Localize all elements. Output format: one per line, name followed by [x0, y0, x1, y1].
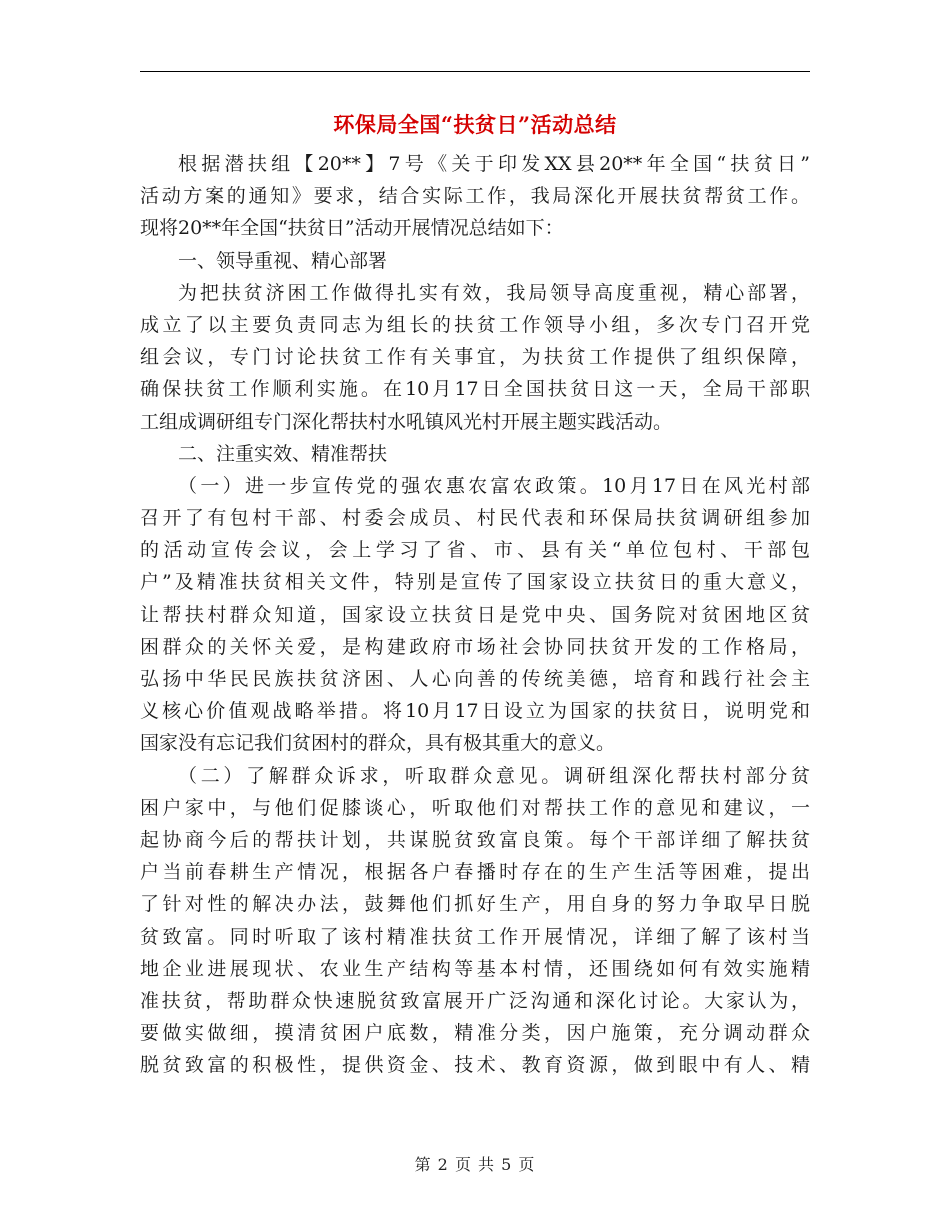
header-rule: [140, 71, 810, 72]
body-text-line: 确保扶贫工作顺利实施。在10月17日全国扶贫日这一天，全局干部职: [140, 378, 810, 401]
body-text-line: 的活动宣传会议，会上学习了省、市、县有关“单位包村、干部包: [140, 539, 810, 562]
body-text-line: 了针对性的解决办法，鼓舞他们抓好生产，用自身的努力争取早日脱: [140, 893, 810, 916]
body-text-line: 成立了以主要负责同志为组长的扶贫工作领导小组，多次专门召开党: [140, 313, 810, 336]
body-text-line: 国家没有忘记我们贫困村的群众，具有极其重大的意义。: [140, 732, 616, 755]
body-text-line: 让帮扶村群众知道，国家设立扶贫日是党中央、国务院对贫困地区贫: [140, 603, 810, 626]
body-text-line: 一、领导重视、精心部署: [178, 249, 388, 272]
body-text-line: 二、注重实效、精准帮扶: [178, 442, 388, 465]
body-text-line: 地企业进展现状、农业生产结构等基本村情，还围绕如何有效实施精: [140, 957, 810, 980]
body-text-line: 户当前春耕生产情况，根据各户春播时存在的生产生活等困难，提出: [140, 861, 810, 884]
body-text-line: 为把扶贫济困工作做得扎实有效，我局领导高度重视，精心部署，: [178, 281, 810, 304]
body-text-line: 起协商今后的帮扶计划，共谋脱贫致富良策。每个干部详细了解扶贫: [140, 828, 810, 851]
body-text-line: 活动方案的通知》要求，结合实际工作，我局深化开展扶贫帮贫工作。: [140, 185, 810, 208]
body-text-line: 贫致富。同时听取了该村精准扶贫工作开展情况，详细了解了该村当: [140, 925, 810, 948]
document-title: 环保局全国“扶贫日”活动总结: [333, 112, 617, 137]
page-number: 第 2 页 共 5 页: [414, 1155, 536, 1174]
body-text-line: 义核心价值观战略举措。将10月17日设立为国家的扶贫日，说明党和: [140, 700, 810, 723]
body-text-line: （二）了解群众诉求，听取群众意见。调研组深化帮扶村部分贫: [178, 764, 810, 787]
body-text-line: 根据潜扶组【20**】7号《关于印发XX县20**年全国“扶贫日”: [178, 153, 810, 175]
body-text-line: 户”及精准扶贫相关文件，特别是宣传了国家设立扶贫日的重大意义，: [140, 571, 810, 594]
body-text-line: 工组成调研组专门深化帮扶村水吼镇风光村开展主题实践活动。: [140, 410, 673, 433]
body-text-line: 困群众的关怀关爱，是构建政府市场社会协同扶贫开发的工作格局，: [140, 635, 810, 658]
body-text-line: 召开了有包村干部、村委会成员、村民代表和环保局扶贫调研组参加: [140, 507, 810, 530]
body-text-line: 现将20**年全国“扶贫日”活动开展情况总结如下：: [140, 217, 564, 240]
body-text-line: （一）进一步宣传党的强农惠农富农政策。10月17日在风光村部: [178, 474, 810, 497]
document-body: [140, 148, 810, 1081]
body-text-line: 脱贫致富的积极性，提供资金、技术、教育资源，做到眼中有人、精: [140, 1054, 810, 1077]
body-text-line: 准扶贫，帮助群众快速脱贫致富展开广泛沟通和深化讨论。大家认为，: [140, 989, 810, 1012]
body-text-line: 要做实做细，摸清贫困户底数，精准分类，因户施策，充分调动群众: [140, 1022, 810, 1045]
body-text-line: 困户家中，与他们促膝谈心，听取他们对帮扶工作的意见和建议，一: [140, 796, 810, 819]
body-text-line: 组会议，专门讨论扶贫工作有关事宜，为扶贫工作提供了组织保障，: [140, 346, 810, 369]
body-text-line: 弘扬中华民民族扶贫济困、人心向善的传统美德，培育和践行社会主: [140, 668, 810, 690]
